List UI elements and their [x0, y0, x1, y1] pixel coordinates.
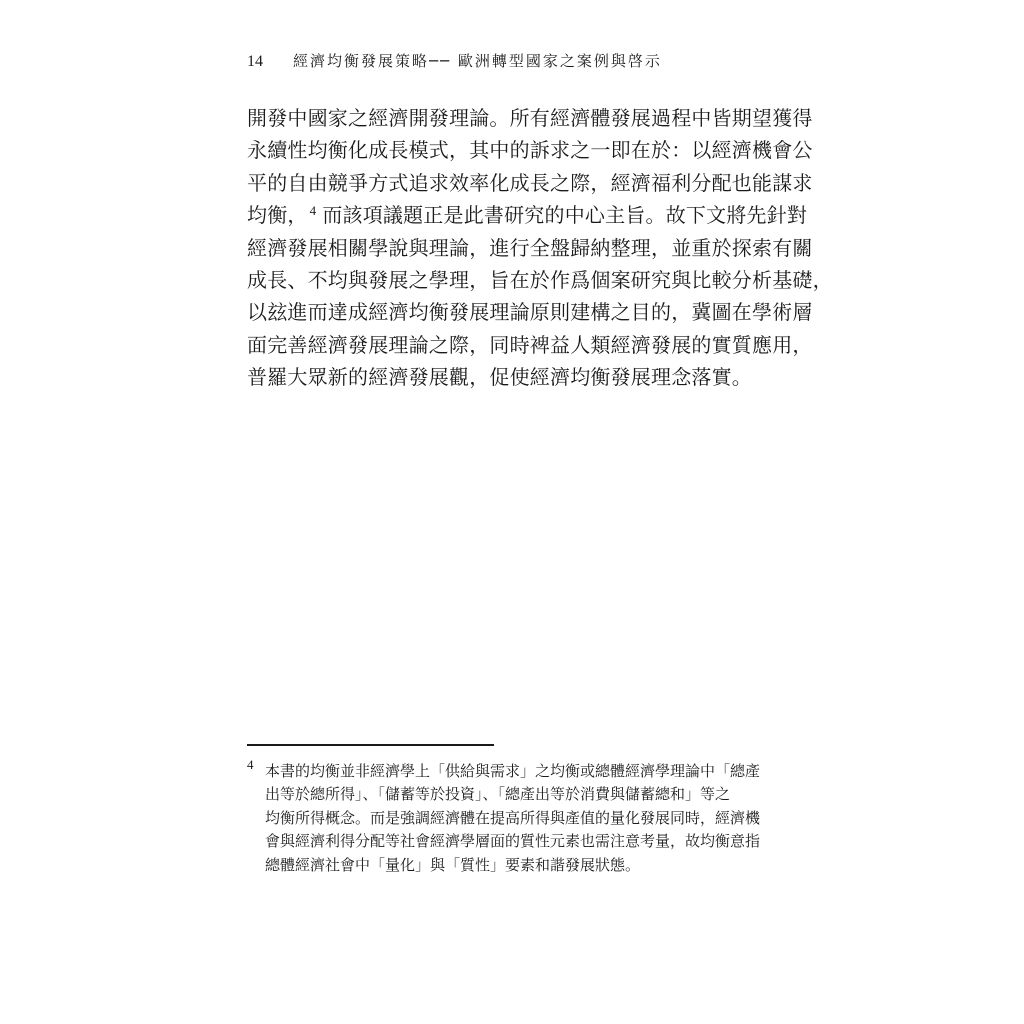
footnote	[247, 757, 787, 877]
body-line: 開發中國家之經濟開發理論。所有經濟體發展過程中皆期望獲得	[247, 106, 813, 130]
footnote-text	[265, 760, 787, 877]
running-header	[247, 50, 787, 71]
body-line: 以玆進而達成經濟均衡發展理論原則建構之目的，冀圖在學術層	[247, 300, 813, 325]
body-line: 平的自由競爭方式追求效率化成長之際，經濟福利分配也能謀求	[247, 170, 813, 195]
footnote-separator	[247, 744, 494, 746]
footnote-marker: 4	[247, 757, 254, 772]
body-line: 經濟發展相關學說與理論，進行全盤歸納整理，並重於探索有關	[247, 235, 813, 260]
body-line-with-footnote-ref	[247, 199, 808, 231]
running-title: 經濟均衡發展策略── 歐洲轉型國家之案例與啓示	[293, 52, 662, 70]
body-line-end: 而該項議題正是此書研究的中心主旨。故下文將先針對	[322, 203, 808, 228]
footnote-line: 均衡所得概念。而是強調經濟體在提高所得與產值的量化發展同時，經濟機	[265, 808, 761, 827]
footnote-line: 總體經濟社會中「量化」與「質性」要素和諧發展狀態。	[265, 855, 641, 874]
body-line: 成長、不均與發展之學理，旨在於作爲個案研究與比較分析基礎，	[247, 267, 833, 292]
page-number: 14	[247, 53, 263, 70]
body-line: 永續性均衡化成長模式，其中的訴求之一即在於：以經濟機會公	[247, 138, 813, 163]
footnote-line: 會與經濟利得分配等社會經濟學層面的質性元素也需注意考量，故均衡意指	[265, 832, 761, 851]
body-line: 普羅大眾新的經濟發展觀，促使經濟均衡發展理念落實。	[247, 365, 752, 390]
body-line: 面完善經濟發展理論之際，同時裨益人類經濟發展的實質應用，	[247, 332, 813, 357]
footnote-reference[interactable]: 4	[309, 203, 317, 219]
footnote-line: 出等於總所得」、「儲蓄等於投資」、「總產出等於消費與儲蓄總和」等之	[265, 785, 731, 804]
body-paragraph	[247, 102, 833, 394]
footnote-line: 本書的均衡並非經濟學上「供給與需求」之均衡或總體經濟學理論中「總產	[265, 762, 761, 780]
body-line-start: 均衡，	[247, 203, 308, 228]
